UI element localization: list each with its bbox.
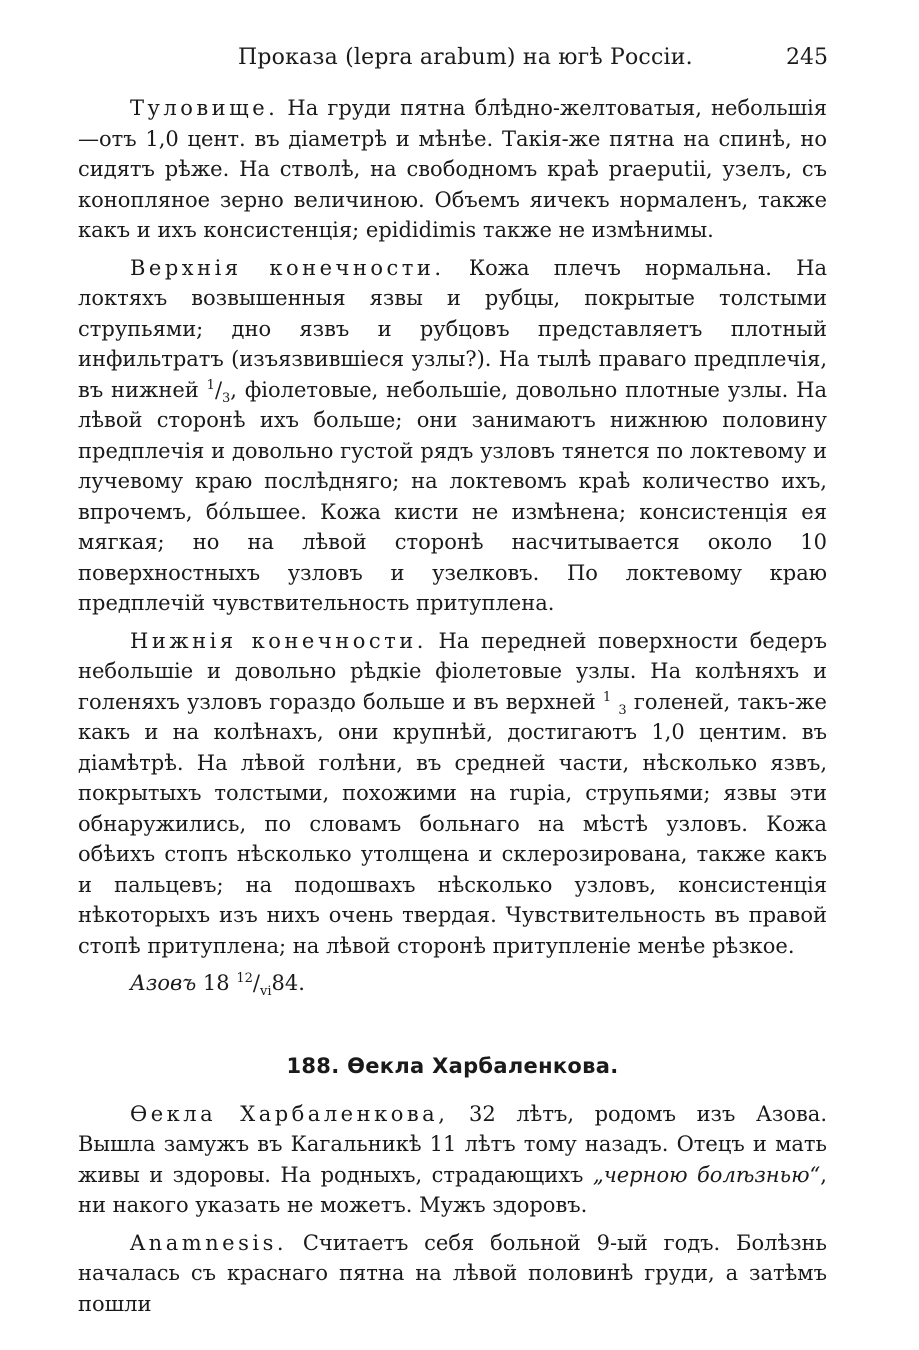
paragraph-lower-limbs-text-b: голеней, такъ-же какъ и на колѣнахъ, они крупнѣй, достигаютъ 1,0 центим. въ діамѣтрѣ. На лѣвой голѣни, въ средней части, нѣсколько язвъ, покрытыхъ толстыми, похожими на rupia, струпьями; язвы эти обнаружились, по словамъ больнаго на мѣстѣ узловъ. Кожа обѣихъ стопъ нѣсколько утолщена и склерозирована, также какъ и пальцевъ; на подошвахъ нѣсколько узловъ, консистенція нѣкоторыхъ изъ нихъ очень твердая. Чувствительность въ правой стопѣ притуплена; на лѣвой сторонѣ притупленіе менѣе рѣзкое.: [78, 689, 827, 958]
paragraph-lower-limbs: [78, 626, 827, 962]
paragraph-case-intro-text-a: 32 лѣтъ, родомъ изъ Азова. Вышла замужъ въ Кагальникѣ 11 лѣтъ тому назадъ. Отецъ и мать живы и здоровы. На родныхъ, страдающихъ: [78, 1101, 828, 1187]
signature-month: vi: [259, 984, 272, 1000]
paragraph-trunk: [78, 93, 827, 246]
paragraph-lower-limbs-text-a: На передней поверхности бедеръ небольшіе и довольно рѣдкіе фіолетовые узлы. На колѣняхъ и голеняхъ узловъ гораздо больше и въ верхней: [78, 628, 827, 714]
section-lead-trunk: Туловище.: [130, 96, 279, 120]
signature-day: 18: [202, 971, 230, 995]
paragraph-upper-limbs: Верхнія конечности. Кожа плечъ нормальна. На локтяхъ возвышенныя язвы и рубцы, покрытые толстыми струпьями; дно язвъ и рубцовъ представляетъ плотный инфильтратъ (изъязвившіеся узлы?). На тылѣ праваго предплечія, въ нижней $^1/_3$, фіолетовые, небольшіе, довольно плотные узлы. На лѣвой сторонѣ ихъ больше; они занимаютъ нижнюю половину предплечія и довольно густой рядъ узловъ тянется по локтевому и лучевому краю послѣдняго; на локтевомъ краѣ количество ихъ, впрочемъ, бóльшее. Кожа кисти не измѣнена; консистенція ея мягкая; но на лѣвой сторонѣ насчитывается около 10 поверхностныхъ узловъ и узелковъ. По локтевому краю предплечій чувствительность притуплена.: [78, 255, 827, 615]
paragraph-anamnesis-text: Считаетъ себя больной 9-ый годъ. Болѣзнь началась съ краснаго пятна на лѣвой половинѣ груди, а затѣмъ пошли: [78, 1230, 827, 1316]
running-head: [78, 42, 828, 74]
fraction-denominator: 3: [222, 390, 231, 406]
paragraph-trunk-text: На груди пятна блѣдно-желтоватыя, небольшія—отъ 1,0 цент. въ діаметрѣ и мѣнѣе. Такія-же пятна на спинѣ, но сидятъ рѣже. На стволѣ, на свободномъ краѣ praeputii, узелъ, съ конопляное зерно величиною. Объемъ яичекъ нормаленъ, также какъ и ихъ консистенція; epididimis также не измѣнимы.: [78, 96, 827, 242]
fraction-numerator: 1: [602, 689, 612, 705]
running-head-title: Проказа (lepra arabum) на югѣ Россіи.: [238, 45, 693, 70]
case-heading: 188. Ѳекла Харбаленкова.: [286, 1053, 619, 1078]
paragraph-upper-limbs-text-a: Кожа плечъ нормальна. На локтяхъ возвышенныя язвы и рубцы, покрытые толстыми струпьями; дно язвъ и рубцовъ представляетъ плотный инфильтратъ (изъязвившіеся узлы?). На тылѣ праваго предплечія, въ нижней: [78, 255, 827, 402]
signature-date-sup: 12: [236, 971, 253, 986]
paragraph-case-intro: [78, 1099, 827, 1221]
signature-place: Азовъ: [130, 971, 197, 995]
case-patient-name: Ѳекла Харбаленкова,: [130, 1101, 449, 1126]
signature-year: 84.: [271, 971, 305, 995]
section-lead-upper-limbs: Верхнія конечности.: [130, 255, 445, 280]
quoted-disease-name: „черною болѣзнью“: [592, 1162, 821, 1187]
fraction-numerator: 1: [206, 377, 215, 393]
page-body: [78, 93, 827, 1326]
paragraph-case-intro-text-b: , ни накого указать не можетъ. Мужъ здоровъ.: [78, 1162, 827, 1217]
section-lead-anamnesis: Anamnesis.: [130, 1230, 288, 1255]
fraction-denominator: 3: [618, 702, 627, 718]
paragraph-anamnesis: [78, 1228, 827, 1320]
paragraph-upper-limbs-text-b: , фіолетовые, небольшіе, довольно плотные узлы. На лѣвой сторонѣ ихъ больше; они занимаютъ нижнюю половину предплечія и довольно густой рядъ узловъ тянется по локтевому и лучевому краю послѣдняго; на локтевомъ краѣ количество ихъ, впрочемъ, бóльшее. Кожа кисти не измѣнена; консистенція ея мягкая; но на лѣвой сторонѣ насчитывается около 10 поверхностныхъ узловъ и узелковъ. По локтевому краю предплечій чувствительность притуплена.: [78, 377, 827, 615]
place-date-signature: Азовъ 18 $^{12}/_{vi}84$.: [130, 971, 305, 1000]
page-number: 245: [786, 45, 828, 70]
section-lead-lower-limbs: Нижнія конечности.: [130, 628, 427, 653]
